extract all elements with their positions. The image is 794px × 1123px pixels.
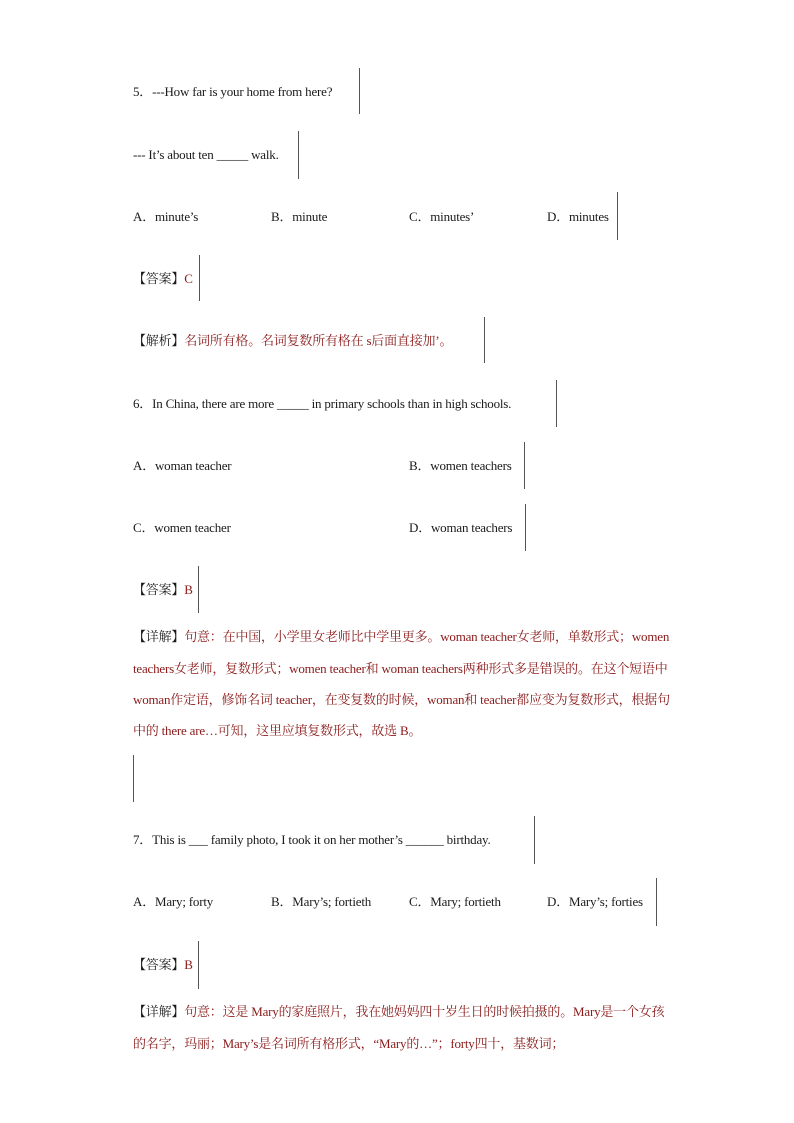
q7-answer-line <box>133 956 193 975</box>
q7-answer: B <box>184 957 193 972</box>
q5-option-b: B．minute <box>271 209 328 224</box>
analysis-tag: 【解析】 <box>133 334 185 349</box>
text-cursor-mark <box>617 192 618 240</box>
q6-option-b: B．women teachers <box>409 458 512 473</box>
q6-detail-text: 句意：在中国，小学里女老师比中学里更多。woman teacher女老师，单数形式；women teachers女老师，复数形式；women teacher和 woman teachers两种形式多是错误的。在这个短语中 woman作定语，修饰名词 teacher，在变复数的时候，woman和 teacher都应变为复数形式，根据句中的 there are…可知，这里应填复数形式，故选 B。 <box>133 629 670 738</box>
answer-tag: 【答案】 <box>133 272 185 287</box>
q7-option-a: A．Mary; forty <box>133 894 214 909</box>
q5-option-a: A．minute’s <box>133 209 199 224</box>
q5-question: 5．---How far is your home from here? <box>133 84 333 99</box>
text-cursor-mark <box>524 442 525 489</box>
detail-tag: 【详解】 <box>133 630 185 645</box>
text-cursor-mark <box>198 566 199 613</box>
text-cursor-mark <box>484 317 485 363</box>
text-cursor-mark <box>298 131 299 179</box>
q5-option-d: D．minutes <box>547 209 609 224</box>
q6-question: 6．In China, there are more _____ in primary schools than in high schools. <box>133 396 512 411</box>
q5-answer-line <box>133 270 193 289</box>
q7-option-d: D．Mary’s; forties <box>547 894 643 909</box>
q5-analysis: 名词所有格。名词复数所有格在 s后面直接加’。 <box>184 333 453 348</box>
text-cursor-mark <box>133 755 134 802</box>
q6-option-d: D．woman teachers <box>409 520 513 535</box>
q7-detail-text: 句意：这是 Mary的家庭照片，我在她妈妈四十岁生日的时候拍摄的。Mary是一个女孩的名字，玛丽；Mary’s是名词所有格形式，“Mary的…”；forty四十，基数词； <box>133 1004 665 1051</box>
q5-reply: --- It’s about ten _____ walk. <box>133 147 279 162</box>
text-cursor-mark <box>199 255 200 301</box>
q5-answer: C <box>184 271 193 286</box>
q7-question: 7．This is ___ family photo, I took it on her mother’s ______ birthday. <box>133 832 491 847</box>
text-cursor-mark <box>525 504 526 551</box>
q5-option-c: C．minutes’ <box>409 209 475 224</box>
text-cursor-mark <box>359 68 360 114</box>
text-cursor-mark <box>534 816 535 864</box>
q6-answer: B <box>184 582 193 597</box>
q6-option-c: C．women teacher <box>133 520 231 535</box>
q7-option-c: C．Mary; fortieth <box>409 894 501 909</box>
q6-answer-line <box>133 581 193 600</box>
detail-tag: 【详解】 <box>133 1005 185 1020</box>
answer-tag: 【答案】 <box>133 583 185 598</box>
q7-detail <box>133 996 673 1059</box>
answer-tag: 【答案】 <box>133 958 185 973</box>
q6-option-a: A．woman teacher <box>133 458 232 473</box>
q6-detail <box>133 621 673 746</box>
text-cursor-mark <box>198 941 199 989</box>
text-cursor-mark <box>556 380 557 427</box>
text-cursor-mark <box>656 878 657 926</box>
q5-analysis-line <box>133 332 452 351</box>
q7-option-b: B．Mary’s; fortieth <box>271 894 372 909</box>
